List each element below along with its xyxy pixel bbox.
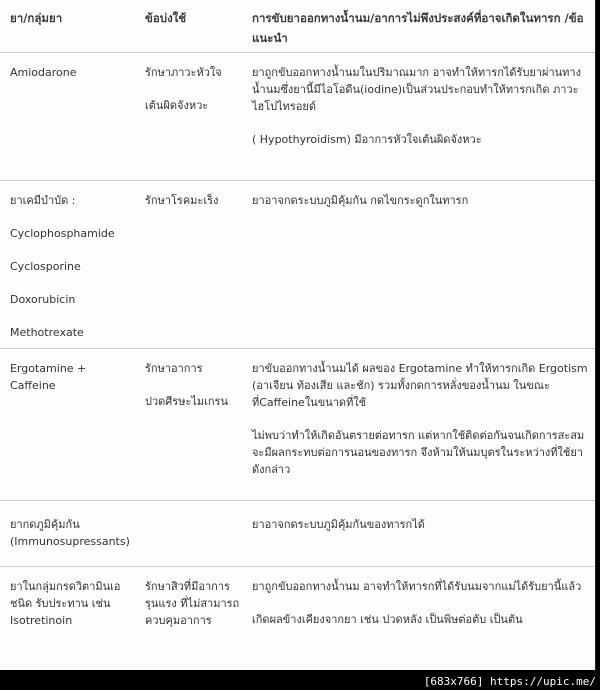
note-text: ยาถูกขับออกทางน้ำนม อาจทำให้ทารกที่ได้รับนมจากแม่ได้รับยานี้แล้ว [252,580,582,593]
note-text: ยาอาจกดระบบภูมิคุ้มกันของทารกได้ [252,518,425,531]
note-text: ยาอาจกดระบบภูมิคุ้มกัน กดไขกระดูกในทารก [252,194,469,207]
drug-name: Amiodarone [10,66,77,79]
divider [0,566,596,567]
drug-name: Doxorubicin [10,293,76,306]
drug-cell [10,360,132,410]
indication-cell [145,578,251,645]
note-cell [252,578,590,644]
indication-text: เต้นผิดจังหวะ [145,99,209,112]
drug-cell [10,192,132,357]
indication-text: รักษาโรคมะเร็ง [145,194,219,207]
indication-cell [145,360,251,426]
divider [0,348,596,349]
drug-name: (Immunosupressants) [10,535,130,548]
note-cell [252,360,590,494]
divider [0,500,596,501]
header-indication: ข้อบ่งใช้ [145,11,187,25]
indication-text: รักษาอาการ [145,362,203,375]
note-text: ยาถูกขับออกทางน้ำนมในปริมาณมาก อาจทำให้ทารกได้รับยาผ่านทางน้ำนมซึ่งยานี้มีไอโอดีน(iodine)เป็นส่วนประกอบทำให้ทารกเกิด ภาวะไฮโปไทรอยด์ [252,66,581,113]
indication-text: ปวดศีรษะไมเกรน [145,395,228,408]
drug-cell [10,516,132,566]
drug-cell [10,64,132,97]
source-watermark: [683x766] https://upic.me/ [423,675,596,688]
note-cell [252,192,590,225]
drug-cell [10,578,132,645]
note-text: ยาขับออกทางน้ำนมได้ ผลของ Ergotamine ทำให้ทารกเกิด Ergotism (อาเจียน ท้องเสีย และชัก) รวมทั้งกดการหลั่งของน้ำนม ในขณะที่Caffeineในขนาดที่ใช้ [252,362,588,409]
indication-text: รักษาสิวที่มีอาการรุนแรง ที่ไม่สามารถควบคุมอาการ [145,580,240,627]
divider [0,52,596,53]
drug-name: Cyclophosphamide [10,227,115,240]
note-cell [252,64,590,164]
indication-cell [145,192,251,225]
divider [0,180,596,181]
indication-text: รักษาภาวะหัวใจ [145,66,222,79]
note-text: ( Hypothyroidism) มีอาการหัวใจเต้นผิดจังหวะ [252,133,482,146]
drug-name: Cyclosporine [10,260,81,273]
header-note: การขับยาออกทางน้ำนม/อาการไม่พึงประสงค์ที่อาจเกิดในทารก /ข้อแนะนำ [252,11,584,45]
drug-name: Ergotamine + Caffeine [10,362,87,392]
drug-name: ยาในกลุ่มกรดวิตามินเอชนิด รับประทาน เช่น Isotretinoin [10,580,121,627]
table-header [0,0,596,52]
indication-cell [145,64,251,130]
drug-name: ยากดภูมิคุ้มกัน [10,518,80,531]
drug-name: Methotrexate [10,326,84,339]
note-text: เกิดผลข้างเคียงจากยา เช่น ปวดหลัง เป็นพิษต่อตับ เป็นต้น [252,613,523,626]
note-cell [252,516,590,549]
header-drug: ยา/กลุ่มยา [10,11,63,25]
drug-name: ยาเคมีบำบัด : [10,194,76,207]
note-text: ไม่พบว่าทำให้เกิดอันตรายต่อทารก แต่หากใช้ติดต่อกันจนเกิดการสะสมจะมีผลกระทบต่อการนอนของทารก จึงห้ามให้นมบุตรในระหว่างที่ใช้ยาดังกล่าว [252,429,585,476]
